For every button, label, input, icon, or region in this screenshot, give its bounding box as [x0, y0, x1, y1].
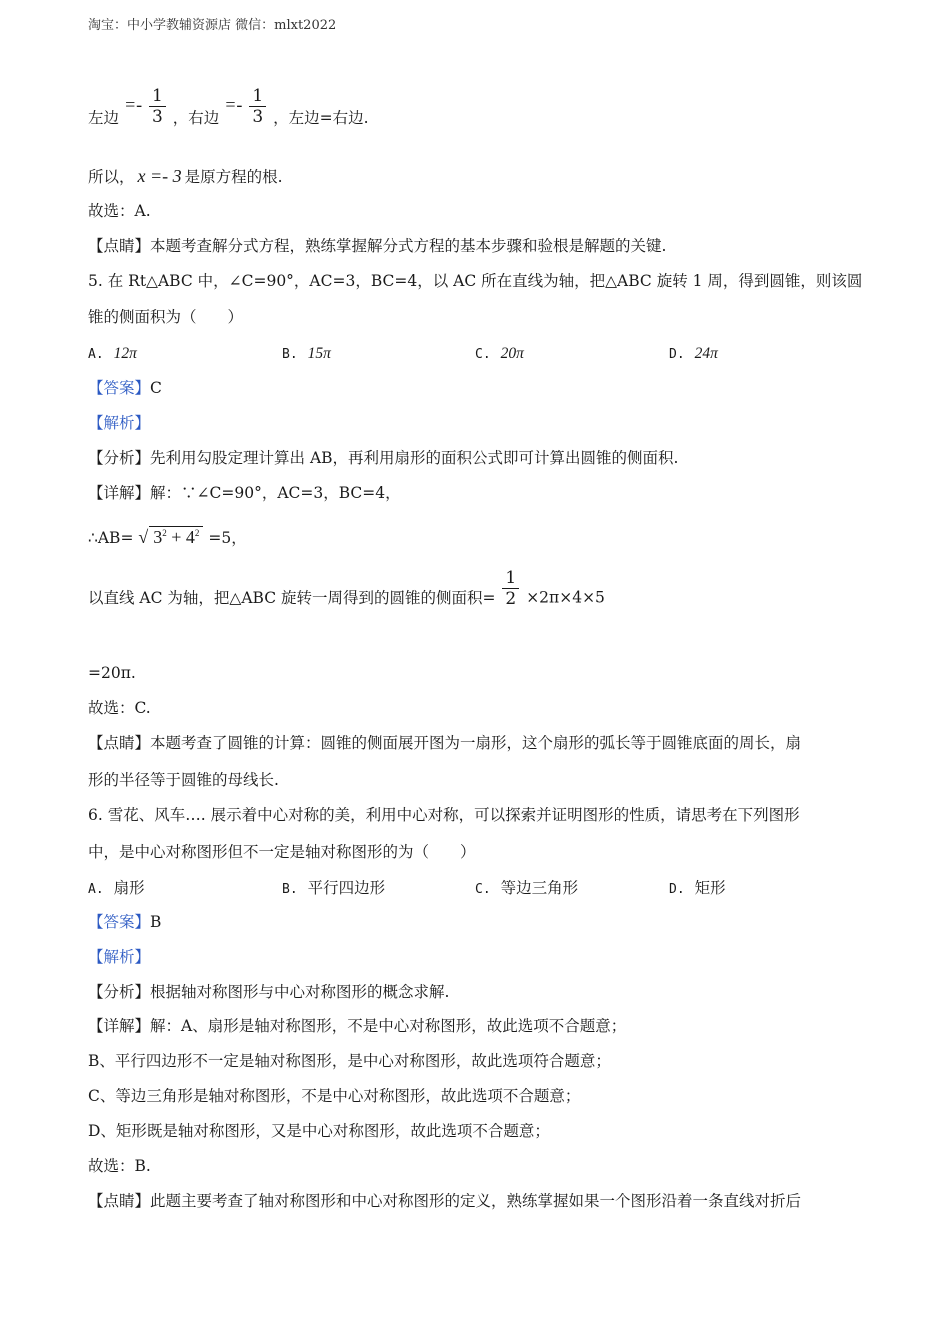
xiangjie-6-c: C、等边三角形是轴对称图形，不是中心对称图形，故此选项不合题意；	[88, 1087, 581, 1105]
option-c: C. 等边三角形	[475, 879, 579, 897]
answer-5: 【答案】C	[88, 379, 162, 397]
analysis-6-tag: 【解析】	[88, 948, 151, 966]
dianjing-5-line2: 形的半径等于圆锥的母线长.	[88, 771, 279, 789]
option-a: A. 12π	[88, 345, 137, 362]
option-d: D. 24π	[669, 345, 718, 362]
equals-minus: =-	[123, 94, 143, 115]
result-5: =20π.	[88, 664, 136, 682]
analysis-5-tag: 【解析】	[88, 414, 151, 432]
choice-a-line: 故选：A.	[88, 202, 151, 220]
fenxi-6: 【分析】根据轴对称图形与中心对称图形的概念求解.	[88, 983, 450, 1001]
xiangjie-6-b: B、平行四边形不一定是轴对称图形，是中心对称图形，故此选项符合题意；	[88, 1052, 611, 1070]
option-d: D. 矩形	[669, 879, 726, 897]
sqrt-expression: √ $3^2 + 4^2$	[138, 522, 203, 548]
verify-line	[88, 86, 369, 127]
root-line: 所以， x =- 3 是原方程的根.	[88, 166, 283, 186]
left-side-label: 左边	[88, 108, 120, 127]
question-5-line1: 5. 在 Rt△ABC 中，∠C=90°，AC=3，BC=4，以 AC 所在直线为轴，把△ABC 旋转 1 周，得到圆锥，则该圆	[88, 272, 863, 290]
option-b: B. 平行四边形	[282, 879, 386, 897]
dianjing-5-line1: 【点睛】本题考查了圆锥的计算：圆锥的侧面展开图为一扇形，这个扇形的弧长等于圆锥底面的周长，扇	[88, 734, 802, 752]
choose-6: 故选：B.	[88, 1157, 151, 1175]
answer-6: 【答案】B	[88, 913, 162, 931]
ab-calc: ∴AB= √ $3^2 + 4^2 =5$，	[88, 522, 247, 549]
lateral-area-line: 以直线 AC 为轴，把△ABC 旋转一周得到的圆锥的侧面积= $\frac{1}{2}$ ×2π×4×5	[88, 568, 605, 609]
right-side-label: ，右边	[172, 108, 220, 127]
dianjing-4: 【点睛】本题考查解分式方程，熟练掌握解分式方程的基本步骤和验根是解题的关键.	[88, 237, 667, 255]
fraction-one-third: $\frac{1}{3}$	[249, 86, 266, 127]
option-a: A. 扇形	[88, 879, 145, 897]
question-6-line2: 中，是中心对称图形但不一定是轴对称图形的为（ ）	[88, 843, 476, 861]
option-c: C. 20π	[475, 345, 524, 362]
question-6-line1: 6. 雪花、风车…. 展示着中心对称的美，利用中心对称，可以探索并证明图形的性质，请思考在下列图形	[88, 806, 800, 824]
question-5-line2: 锥的侧面积为（ ）	[88, 308, 244, 326]
conclusion-text: ，左边=右边.	[273, 108, 369, 127]
option-b: B. 15π	[282, 345, 331, 362]
xiangjie-5: 【详解】解：∵∠C=90°，AC=3，BC=4，	[88, 484, 401, 502]
fraction-one-half: $\frac{1}{2}$	[502, 568, 519, 609]
dianjing-6-line1: 【点睛】此题主要考查了轴对称图形和中心对称图形的定义，熟练掌握如果一个图形沿着一条直线对折后	[88, 1192, 802, 1210]
root-equation: x =- 3	[137, 166, 182, 186]
xiangjie-6: 【详解】解：A、扇形是轴对称图形，不是中心对称图形，故此选项不合题意；	[88, 1017, 627, 1035]
xiangjie-6-d: D、矩形既是轴对称图形，又是中心对称图形，故此选项不合题意；	[88, 1122, 550, 1140]
fenxi-5: 【分析】先利用勾股定理计算出 AB，再利用扇形的面积公式即可计算出圆锥的侧面积.	[88, 449, 679, 467]
page-header: 淘宝：中小学教辅资源店 微信：mlxt2022	[88, 18, 337, 33]
choose-5: 故选：C.	[88, 699, 151, 717]
fraction-one-third: $\frac{1}{3}$	[149, 86, 166, 127]
equals-minus: =-	[224, 94, 243, 115]
